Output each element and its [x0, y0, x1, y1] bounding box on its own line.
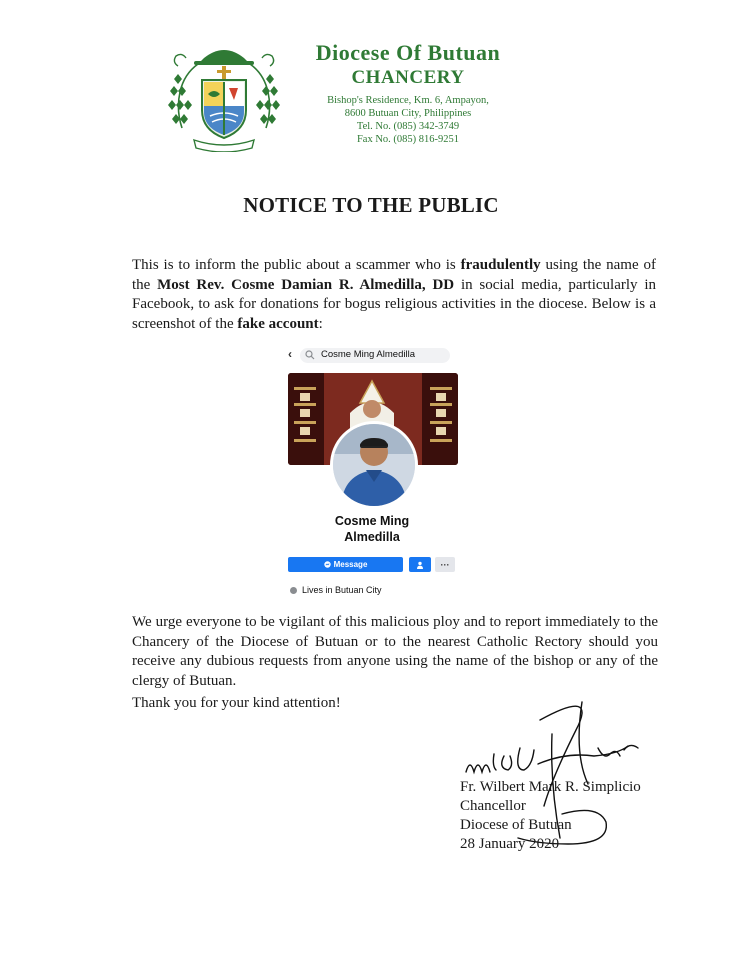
- fake-account-screenshot: [282, 343, 462, 605]
- bishop-name: Most Rev. Cosme Damian R. Almedilla, DD: [157, 276, 455, 293]
- urge-paragraph: [132, 613, 658, 691]
- thanks-text: Thank you for your kind attention!: [132, 695, 341, 711]
- fb-message-button[interactable]: [288, 557, 403, 572]
- signatory-title: Chancellor: [460, 798, 526, 814]
- fb-location-info: [290, 585, 382, 595]
- home-icon: [290, 587, 297, 594]
- fb-name-line: Almedilla: [344, 530, 400, 544]
- fb-add-friend-button[interactable]: [409, 557, 431, 572]
- search-icon: [305, 350, 315, 360]
- signatory-organization: Diocese of Butuan: [460, 817, 572, 833]
- fb-search-text: Cosme Ming Almedilla: [321, 349, 415, 360]
- intro-text: using the name of the: [132, 257, 656, 293]
- intro-bold: fraudulently: [460, 257, 541, 273]
- intro-text: in social media, particularly in Facebook, to ask for donations for bogus religious activities in the diocese. Below is a screenshot of the: [132, 276, 657, 332]
- letterhead-title: Diocese Of Butuan: [315, 40, 501, 65]
- intro-text: :: [318, 315, 323, 332]
- urge-text: We urge everyone to be vigilant of this malicious ploy and to report immediately to the Chancery of the Diocese of Butuan or to the nearest Catholic Rectory should you receive any dubious requests from anyone using the name of the bishop or any of the clergy of Butuan.: [132, 614, 658, 689]
- add-friend-icon: [416, 561, 424, 569]
- intro-text: This is to inform the public about a scammer who is: [132, 257, 461, 273]
- fb-action-row: [288, 557, 458, 572]
- letterhead-address: [300, 94, 516, 146]
- fb-lives-in-text: Lives in Butuan City: [302, 585, 382, 595]
- fax-line: Fax No. (085) 816-9251: [356, 134, 460, 145]
- fb-name-line: Cosme Ming: [334, 514, 410, 528]
- fb-search-bar[interactable]: [282, 348, 462, 364]
- telephone-line: Tel. No. (085) 342-3749: [356, 121, 460, 132]
- document-date: 28 January 2020: [460, 836, 560, 852]
- fb-profile-picture: [330, 421, 418, 509]
- signatory-name: Fr. Wilbert Mark R. Simplicio: [460, 779, 641, 795]
- fb-search-input[interactable]: [300, 348, 450, 363]
- letterhead-subtitle: CHANCERY: [351, 67, 465, 88]
- intro-bold: fake account: [237, 315, 319, 332]
- address-line: Bishop's Residence, Km. 6, Ampayon,: [327, 95, 489, 106]
- fb-message-label: Message: [333, 560, 368, 569]
- signature-block: [460, 778, 641, 854]
- notice-title: NOTICE TO THE PUBLIC: [243, 193, 499, 217]
- messenger-icon: [324, 561, 331, 568]
- back-arrow-icon[interactable]: ‹: [288, 347, 292, 361]
- intro-paragraph: [132, 256, 656, 334]
- address-line: 8600 Butuan City, Philippines: [344, 108, 472, 119]
- fb-more-button[interactable]: ···: [435, 557, 455, 572]
- diocese-seal-icon: [168, 44, 280, 152]
- fb-profile-name: [282, 513, 462, 545]
